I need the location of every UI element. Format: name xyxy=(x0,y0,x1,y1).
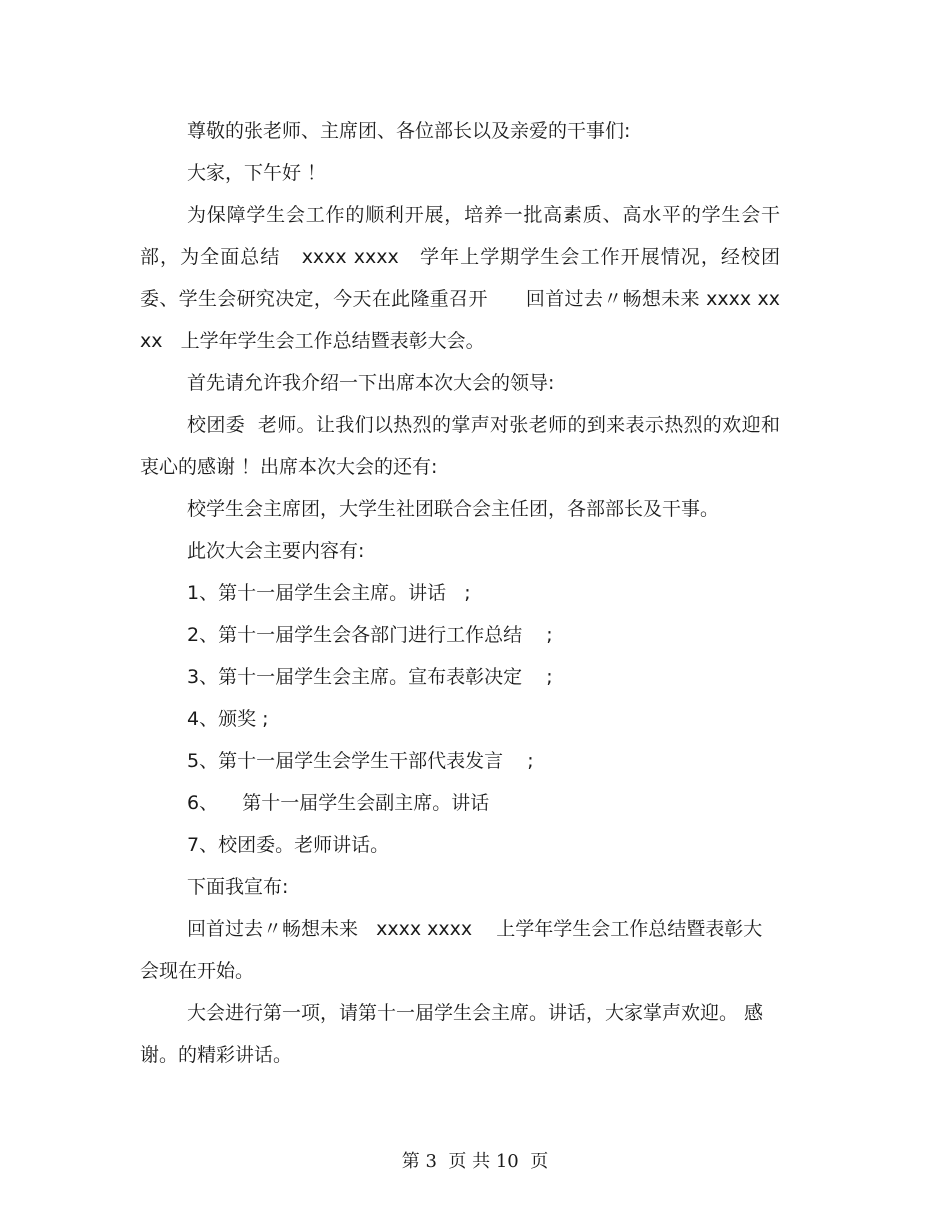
document-body xyxy=(140,110,780,1076)
paragraph-intro: 为保障学生会工作的顺利开展，培养一批高素质、高水平的学生会干部，为全面总结 xxxx xxxx 学年上学期学生会工作开展情况，经校团委、学生会研究决定，今天在此隆重召开 回首过去〃畅想未来 xxxx xxxx 上学年学生会工作总结暨表彰大会。 xyxy=(140,204,780,352)
salutation: 尊敬的张老师、主席团、各位部长以及亲爱的干事们: xyxy=(187,120,631,142)
agenda-item-2: 2、第十一届学生会各部门进行工作总结 ; xyxy=(187,624,553,646)
page-number: 第 3 页 共 10 页 xyxy=(401,1151,549,1172)
agenda-item-1: 1、第十一届学生会主席。讲话 ; xyxy=(187,582,471,604)
announcement-heading: 下面我宣布: xyxy=(187,876,289,898)
agenda-item-3: 3、第十一届学生会主席。宣布表彰决定 ; xyxy=(187,666,553,688)
paragraph-opening: 回首过去〃畅想未来 xxxx xxxx 上学年学生会工作总结暨表彰大会现在开始。 xyxy=(140,918,763,982)
agenda-heading: 此次大会主要内容有: xyxy=(187,540,365,562)
paragraph-attendees: 校学生会主席团，大学生社团联合会主任团，各部部长及干事。 xyxy=(187,498,720,520)
greeting: 大家，下午好 ！ xyxy=(187,162,327,184)
paragraph-first-item: 大会进行第一项，请第十一届学生会主席。讲话，大家掌声欢迎。 感谢。的精彩讲话。 xyxy=(140,1002,764,1066)
paragraph-welcome: 校团委 老师。让我们以热烈的掌声对张老师的到来表示热烈的欢迎和衷心的感谢 ！出席本次大会的还有: xyxy=(140,414,780,478)
agenda-item-5: 5、第十一届学生会学生干部代表发言 ; xyxy=(187,750,534,772)
agenda-item-7: 7、校团委。老师讲话。 xyxy=(187,834,390,856)
agenda-item-4: 4、颁奖 ; xyxy=(187,708,269,730)
agenda-item-6: 6、 第十一届学生会副主席。讲话 xyxy=(187,792,490,814)
paragraph-leaders-intro: 首先请允许我介绍一下出席本次大会的领导: xyxy=(187,372,555,394)
